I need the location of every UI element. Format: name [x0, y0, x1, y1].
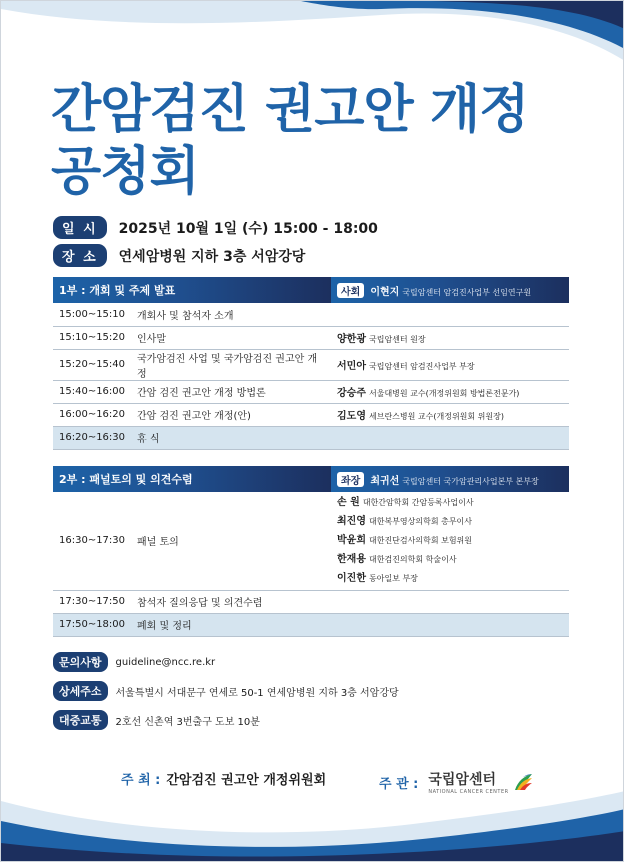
organizer-name-en: NATIONAL CANCER CENTER — [428, 789, 509, 795]
panelist-role: 대한검진의학회 학술이사 — [369, 555, 457, 565]
row-topic: 국가암검진 사업 및 국가암검진 권고안 개정 — [131, 349, 331, 380]
panelist-name: 손 원 — [337, 497, 360, 509]
speaker-role: 국립암센터 암검진사업부 부장 — [369, 362, 475, 371]
part2-table — [53, 466, 569, 637]
break-label: 휴 식 — [131, 426, 569, 449]
panelist-name: 한재용 — [337, 554, 366, 566]
speaker-role: 세브란스병원 교수(개정위원회 위원장) — [369, 412, 504, 421]
table-row — [53, 403, 569, 426]
panelist-list — [331, 492, 569, 590]
organizer-label: 주 관 : — [379, 776, 419, 792]
panel-topic: 패널 토의 — [131, 492, 331, 590]
qa-topic: 참석자 질의응답 및 의견수렴 — [131, 590, 569, 613]
close-topic: 폐회 및 정리 — [131, 613, 569, 636]
bottom-wave-decoration — [1, 781, 624, 861]
transit-label: 대중교통 — [53, 710, 108, 730]
host-label: 주 최 : — [121, 773, 161, 788]
speaker-role: 국립암센터 원장 — [369, 335, 426, 344]
table-row — [53, 303, 569, 326]
inquiry-label: 문의사항 — [53, 652, 108, 672]
row-topic: 간암 검진 권고안 개정 방법론 — [131, 380, 331, 403]
chair-name: 최귀선 — [370, 475, 400, 487]
row-time: 15:10~15:20 — [53, 326, 131, 349]
row-speaker — [331, 326, 569, 349]
list-item — [337, 512, 563, 531]
row-speaker — [331, 403, 569, 426]
table-row — [53, 326, 569, 349]
speaker-name: 양한광 — [337, 334, 366, 345]
panelist-name: 박윤희 — [337, 535, 366, 547]
qa-time: 17:30~17:50 — [53, 590, 131, 613]
row-topic: 간암 검진 권고안 개정(안) — [131, 403, 331, 426]
panel-row — [53, 492, 569, 590]
row-speaker — [331, 303, 569, 326]
page-title — [51, 79, 528, 203]
date-label: 일 시 — [53, 216, 107, 239]
chair-badge: 좌장 — [337, 472, 364, 487]
speaker-name: 김도영 — [337, 411, 366, 422]
place-value: 연세암병원 지하 3층 서암강당 — [118, 248, 306, 265]
table-row — [53, 380, 569, 403]
speaker-role: 서울대병원 교수(개정위원회 방법론전문가) — [369, 389, 520, 398]
list-item — [337, 531, 563, 550]
transit-value: 2호선 신촌역 3번출구 도보 10분 — [115, 716, 260, 728]
date-value: 2025년 10월 1일 (수) 15:00 - 18:00 — [118, 220, 378, 237]
row-time: 16:00~16:20 — [53, 403, 131, 426]
title-line-2: 공청회 — [51, 142, 199, 202]
top-wave-decoration — [1, 1, 624, 71]
host-value: 간암검진 권고안 개정위원회 — [166, 773, 327, 788]
place-row — [53, 244, 305, 267]
moderator-badge: 사회 — [337, 283, 364, 298]
row-speaker — [331, 349, 569, 380]
row-topic: 인사말 — [131, 326, 331, 349]
break-time: 16:20~16:30 — [53, 426, 131, 449]
address-row — [53, 681, 399, 701]
title-line-1: 간암검진 권고안 개정 — [51, 80, 529, 140]
date-row — [53, 216, 378, 239]
panelist-role: 동아일보 부장 — [369, 574, 418, 584]
inquiry-row — [53, 652, 215, 672]
close-time: 17:50~18:00 — [53, 613, 131, 636]
panelist-role: 대한복부영상의학회 총무이사 — [369, 517, 473, 527]
chair-role: 국립암센터 국가암관리사업본부 본부장 — [402, 476, 539, 486]
panelist-role: 대한진단검사의학회 보험위원 — [369, 536, 473, 546]
part2-header-row — [53, 466, 569, 492]
table-row — [53, 349, 569, 380]
row-time: 15:00~15:10 — [53, 303, 131, 326]
row-speaker — [331, 380, 569, 403]
list-item — [337, 569, 563, 588]
speaker-name: 강승주 — [337, 388, 366, 399]
row-topic: 개회사 및 참석자 소개 — [131, 303, 331, 326]
inquiry-value[interactable]: guideline@ncc.re.kr — [115, 656, 216, 668]
speaker-name: 서민아 — [337, 361, 366, 372]
list-item — [337, 550, 563, 569]
row-time: 15:40~16:00 — [53, 380, 131, 403]
panelist-name: 최진영 — [337, 516, 366, 528]
part2-header: 2부 : 패널토의 및 의견수렴 — [53, 466, 331, 492]
organizer-name-ko: 국립암센터 — [428, 772, 496, 788]
panelist-role: 대한간암학회 간암등록사업이사 — [362, 498, 474, 508]
moderator-name: 이현지 — [370, 286, 400, 298]
part1-header-row — [53, 277, 569, 303]
row-time: 15:20~15:40 — [53, 349, 131, 380]
part1-moderator — [331, 277, 569, 303]
moderator-role: 국립암센터 암검진사업부 선임연구원 — [402, 287, 532, 297]
list-item — [337, 493, 563, 512]
part1-table — [53, 277, 569, 450]
break-row — [53, 426, 569, 449]
panel-time: 16:30~17:30 — [53, 492, 131, 590]
part2-chair — [331, 466, 569, 492]
table-row — [53, 590, 569, 613]
address-label: 상세주소 — [53, 681, 108, 701]
place-label: 장 소 — [53, 244, 107, 267]
transit-row — [53, 710, 260, 730]
address-value: 서울특별시 서대문구 연세로 50-1 연세암병원 지하 3층 서암강당 — [115, 687, 399, 699]
panelist-name: 이진한 — [337, 573, 366, 585]
close-row — [53, 613, 569, 636]
part1-header: 1부 : 개회 및 주제 발표 — [53, 277, 331, 303]
